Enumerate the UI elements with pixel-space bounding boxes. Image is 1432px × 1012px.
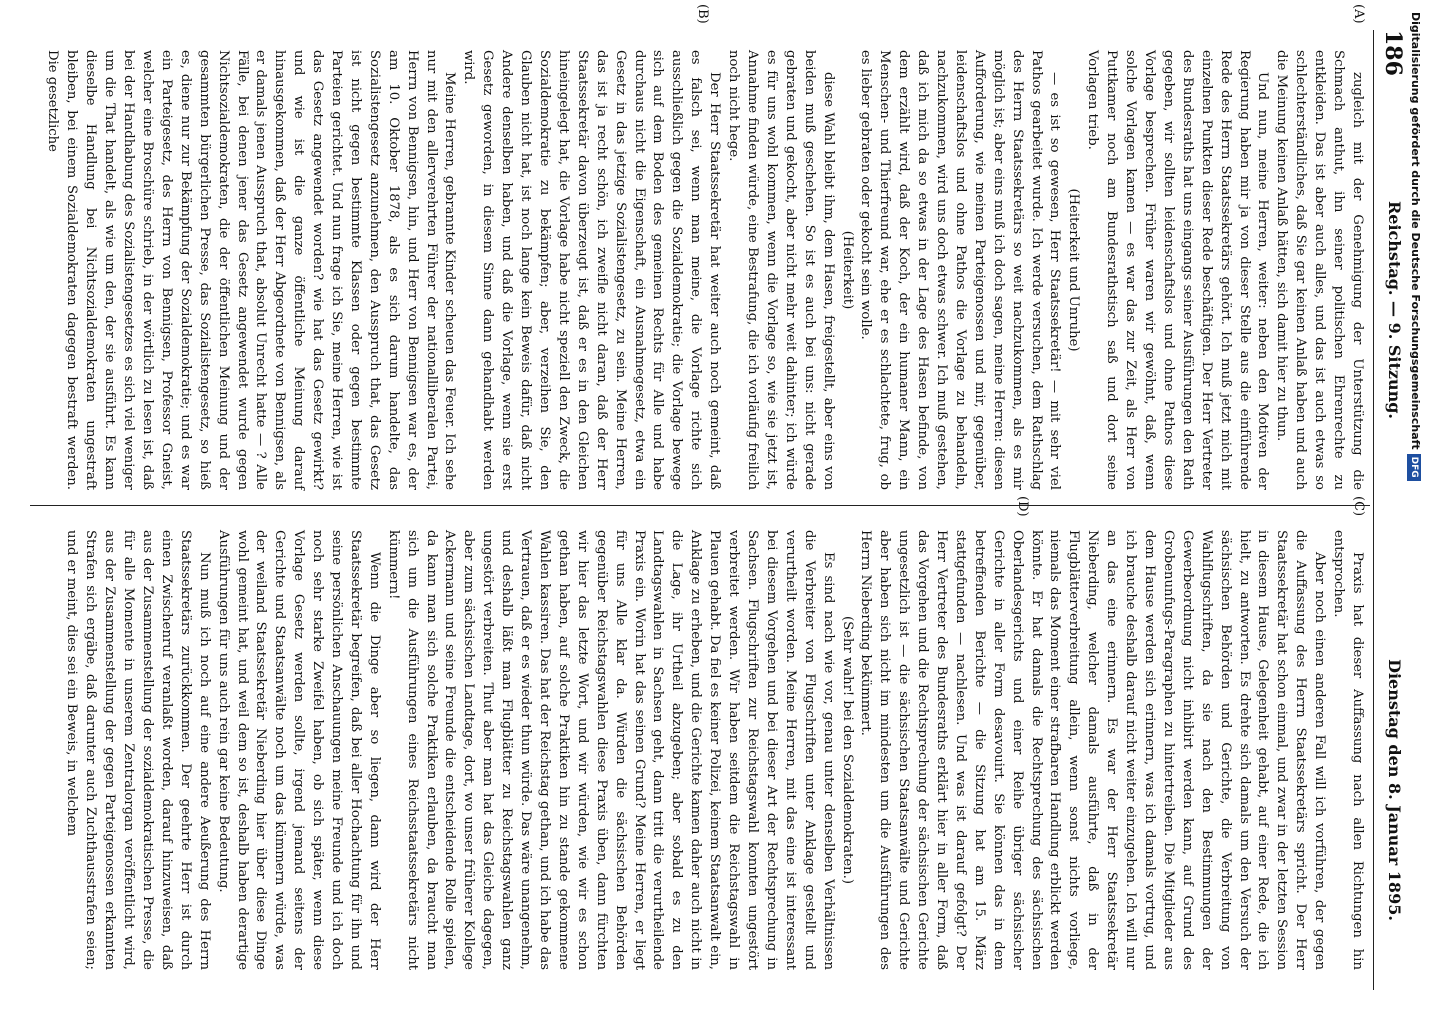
paragraph: — es ist so gewesen, Herr Staatssekretär! — mit sehr viel Pathos gearbeitet wurde. Ich werde versuchen, dem Rathschlag des Herrn Staatssekretärs so weit nachzukommen, als es mir möglich ist; aber eins muß ich doch sagen, meine Herren: diesen Aufforderung, wie meinen Parteigenossen und mir, gegenüber, leidenschaftslos und ohne Pathos die Vorlage zu behandeln, nachzukommen, wird uns doch etwas schwer. Ich muß gestehen, daß ich mich da so etwas in der Lage des Hasen befinde, von dem erzählt wird, daß der Koch, der ein humaner Mann, ein Menschen- und Thierfreund war, ehe er es schlachtete, frug, ob es lieber gebraten oder gekocht sein wolle.	[858, 50, 1063, 490]
paragraph: Aber noch einen anderen Fall will ich vorführen, der gegen die Auffassung des Herrn Staatssekretärs spricht. Der Herr Staatssekretär hat schon einmal, und zwar in der letzten Session in diesem Hause, Gelegenheit gehabt, auf einer Rede, die ich hielt, zu antworten. Es drehte sich damals um den Versuch der sächsischen Behörden und Gerichte, die Verbreitung von Wahlflugschriften, da sie nach den Bestimmungen der Gewerbeordnung nicht inhibirt werden kann, auf Grund des Grobenunfugs-Paragraphen zu hintertreiben. Die Mitglieder aus dem Hause werden sich erinnern, was ich damals vortrug, und ich brauche deshalb darauf nicht weiter einzugehen. Ich will nur an das eine erinnern. Es war der Herr Staatssekretär Nieberding, welcher damals ausführte, daß in der Flugblätterverbreitung allein, wenn sonst nichts vorliege, niemals das Moment einer strafbaren Handlung erblickt werden könnte. Er hat damals die Rechtsprechung des sächsischen Oberlandesgerichts und einer Reihe übriger sächsischer Gerichte in aller Form desavouirt. Sie können das in dem betreffenden Berichte — die Sitzung hat am 15. März stattgefunden — nachlesen. Und was ist darauf gefolgt? Der Herr Vertreter des Bundesraths erklärt hier in aller Form, daß das Vorgehen und die Rechtsprechung der sächsischen Gerichte ungesetzlich ist — die sächsischen Staatsanwälte und Gerichte aber haben sich nicht im mindesten um die Ausführungen des Herrn Nieberding bekümmert.	[858, 530, 1328, 970]
digitization-label: Digitalisierung gefördert durch die Deutsche Forschungsgemeinschaft	[1409, 12, 1422, 450]
running-head: Reichstag. — 9. Sitzung.	[1385, 201, 1404, 419]
paragraph: zugleich mit der Genehmigung der Unterstützung die Schmach anthut, ihn seiner politischen Ehrenrechte zu entkleiden. Das ist aber auch alles, und das ist auch etwas so schlechterständliches, daß Sie gar keinen Anlaß haben und auch die Meinung keinen Anlaß hätten, sich damit hier zu thun.	[1274, 50, 1365, 490]
paragraph: diese Wahl bleibt ihm, dem Hasen, freigestellt, aber eins von beiden muß geschehen. So ist es auch bei uns: nicht gerade gebraten und gekocht, aber nicht mehr weit dahinter; ich würde es für uns wohl kommen, wenn die Vorlage so, wie sie jetzt ist, Annahme finden würde, eine Bestrafung, die ich vorläufig freilich noch nicht hege.	[726, 50, 836, 490]
digitization-strip	[1404, 0, 1426, 1000]
margin-mark-a: (A)	[1351, 4, 1366, 24]
page-number: 186	[1380, 30, 1406, 76]
paragraph: Wenn die Dinge aber so liegen, dann wird der Herr Staatssekretär begreifen, daß bei aller Hochachtung für ihn und seine persönlichen Anschauungen meine Freunde und ich doch noch sehr starke Zweifel haben, ob sich später, wenn diese Vorlage Gesetz werden sollte, irgend jemand seitens der Gerichte und Staatsanwälte noch um das kümmern würde, was der weiland Staatssekretär Nieberding hier über diese Dinge wohl gemeint hat, und weil dem so ist, deshalb haben derartige Ausführungen für uns auch rein gar keine Bedeutung.	[215, 530, 382, 970]
paragraph: Es sind nach wie vor, genau unter denselben Verhältnissen die Verbreiter von Flugschriften unter Anklage gestellt und verurtheilt worden. Meine Herren, mit das eine ist interessant bei diesem Vorgehen und bei dieser Art der Rechtsprechung in Sachsen. Flugschriften zur Reichstagswahl konnten ungestört verbreitet werden. Wir haben seitdem die Reichstagswahl in Plauen gehabt. Da fiel es keiner Polizei, keinem Staatsanwalt ein, Anklage zu erheben, und die Gerichte kamen daher auch nicht in die Lage, ihr Urtheil abzugeben; aber sobald es zu den Landtagswahlen in Sachsen geht, dann tritt die verurtheilende Praxis ein. Worin hat das seinen Grund? Meine Herren, er liegt für uns Alle klar da. Würden die sächsischen Behörden gegenüber Reichstagswahlen diese Praxis üben, dann fürchten wir hier das letzte Wort, und wir würden, wie wir es schon gethan haben, auf solche Praktiken hin zu stande gekommene Wahlen kassiren. Das hat der Reichstag gethan, und ich habe das Vertrauen, daß er es wieder thun würde. Das wäre unangenehm, und deshalb läßt man Flugblätter zu Reichstagswahlen ganz ungestört verbreiten. Thut aber man hat das Gleiche dagegen, aber zum sächsischen Landtage, dort, wo unser früherer Kollege Ackermann und seine Freunde die entscheidende Rolle spielen, da kann man sich solche Praktiken erlauben, da braucht man sich um die Ausführungen eines Reichsstaatssekretärs nicht kümmern!	[385, 530, 836, 970]
interjection: (Heiterkeit)	[839, 230, 855, 310]
paragraph: Praxis hat dieser Auffassung nach allen Richtungen hin entsprochen.	[1331, 530, 1365, 970]
paragraph: Meine Herren, gebrannte Kinder scheuen das Feuer. Ich sehe nur mit den allerverehrten Führer der nationalliberalen Partei, Herrn von Bennigsen, hin, und Herr von Bennigsen war es, der am 10. Oktober 1878, als es sich darum handelte, das Sozialistengesetz anzunehmen, den Ausspruch that, das Gesetz ist nicht gegen bestimmte Klassen oder gegen bestimmte Parteien gerichtet. Und nun frage ich Sie, meine Herren, wie ist das Gesetz angewendet worden? wie hat das Gesetz gewirkt? und wie ist die ganze öffentliche Meinung darauf hinausgekommen, daß der Herr Abgeordnete von Bennigsen, als er damals jenen Ausspruch that, absolut Unrecht hatte — ? Alle Fälle, bei denen jener das Gesetz angewendet wurde gegen Nichtsozialdemokraten, die der öffentlichen Meinung und der gesammten bürgerlichen Presse, das Sozialistengesetz, so hieß es, diene nur zur Bekämpfung der Sozialdemokratie; und es war ein Parteigesetz, des Herrn von Bennigsen, Professor Gneist, welcher eine Broschüre schrieb, in der wörtlich zu lesen ist, daß bei der Handhabung des Sozialistengesetzes es sich viel weniger um die That handelt, als wie um den, der sie ausführt. Es kann dieselbe Handlung bei Nichtsozialdemokraten ungestraft bleiben, bei einem Sozialdemokraten dagegen bestraft werden. Die gesetzliche	[45, 50, 458, 490]
dfg-logo-badge: DFG	[1407, 454, 1421, 481]
paragraph: Und nun, meine Herren, weiter: neben den Motiven der Regierung haben mir ja von dieser Stelle aus die einführende Rede des Herrn Staatssekretärs gehört. Ich muß jetzt mich mit einzelnen Punkten dieser Rede beschäftigen. Der Herr Vertreter des Bundesraths hat uns eingangs seiner Ausführungen den Rath gegeben, wir sollten leidenschaftslos und ohne Pathos diese Vorlage besprechen. Früher waren wir gewöhnt, daß, wenn solche Vorlagen kamen — es war das zur Zeit, als Herr von Puttkamer noch am Bundesrathstisch saß und dort seine Vorlagen trieb.	[1085, 50, 1271, 490]
margin-mark-b: (B)	[695, 4, 710, 24]
margin-mark-c: (C)	[1351, 496, 1366, 517]
header-rule	[1373, 30, 1374, 990]
right-column	[61, 530, 1366, 970]
page-date: Dienstag den 8. Januar 1895.	[1385, 659, 1404, 921]
paragraph: Nun muß ich noch auf eine andere Aeußerung des Herrn Staatssekretärs zurückkommen. Der geehrte Herr ist durch einen Zwischenruf veranlaßt worden, darauf hinzuweisen, daß aus der Zusammenstellung der sozialdemokratischen Presse, die für alle Momente in unserem Zentralorgan veröffentlicht wird, aus der Zusammenstellung der gegen Parteigenossen erkannten Strafen sich ergäbe, daß darunter auch Zuchthausstrafen seien; und er meint, dies sei ein Beweis, in welchem	[64, 530, 212, 970]
digitization-note	[1404, 0, 1426, 1012]
paragraph: Der Herr Staatssekretär hat weiter auch noch gemeint, daß es falsch sei, wenn man meine, die Vorlage richte sich ausschließlich gegen die Sozialdemokratie; die Vorlage bewege sich auf dem Boden des gemeinen Rechts für Alle und habe durchaus nicht die Eigenschaft, ein Ausnahmegesetz, etwa ein Gesetz in das jetzige Sozialistengesetz, zu sein. Meine Herren, das ist ja recht schön, ich zweifle nicht daran, daß der Herr Staatssekretär davon überzeugt ist, daß er es in den Gleichen hineingelegt hat, die Vorlage habe nicht speziell den Zweck, die Sozialdemokratie zu bekämpfen; aber, verzeihen Sie, den Glauben nicht hat, ist noch lange kein Beweis dafür, daß nicht Andere denselben haben, und daß die Vorlage, wenn sie erst Gesetz geworden, in diesem Sinne dann gehandhabt werden wird.	[461, 50, 723, 490]
interjection: (Sehr wahr! bei den Sozialdemokraten.)	[839, 616, 855, 884]
left-column	[43, 50, 1366, 490]
margin-mark-d: (D)	[1015, 496, 1030, 517]
column-rule	[30, 505, 1370, 506]
interjection: (Heiterkeit und Unruhe)	[1066, 188, 1082, 352]
rotated-scanned-page	[10, 0, 1410, 1000]
